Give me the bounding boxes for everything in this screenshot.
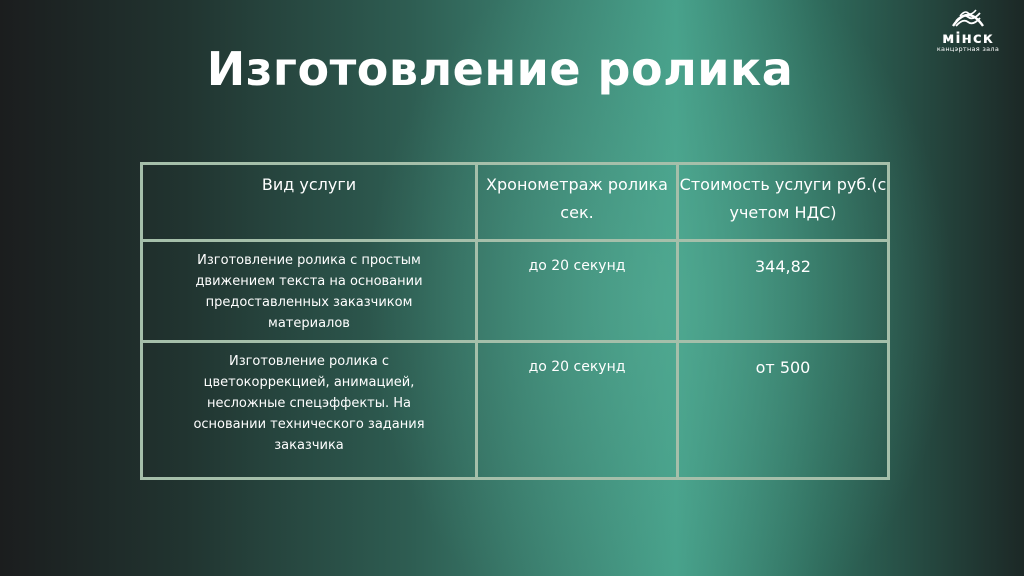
wave-dome-icon xyxy=(951,6,985,30)
header-duration: Хронометраж ролика сек. xyxy=(477,164,678,241)
header-service: Вид услуги xyxy=(142,164,477,241)
service-cell: Изготовление ролика с простым движением текста на основании предоставленных заказчиком материалов xyxy=(142,241,477,342)
logo-wordmark: мінск xyxy=(942,29,994,47)
services-table xyxy=(140,162,890,480)
page-title: Изготовление ролика xyxy=(206,42,794,96)
price-cell: 344,82 xyxy=(678,241,889,342)
service-cell: Изготовление ролика с цветокоррекцией, анимацией, несложные спецэффекты. На основании технического задания заказчика xyxy=(142,342,477,479)
duration-cell: до 20 секунд xyxy=(477,342,678,479)
table-row xyxy=(142,342,889,479)
duration-cell: до 20 секунд xyxy=(477,241,678,342)
header-price: Стоимость услуги руб.(с учетом НДС) xyxy=(678,164,889,241)
table-row xyxy=(142,241,889,342)
price-cell: от 500 xyxy=(678,342,889,479)
logo-subtitle: канцэртная зала xyxy=(936,45,1000,53)
table-header-row xyxy=(142,164,889,241)
